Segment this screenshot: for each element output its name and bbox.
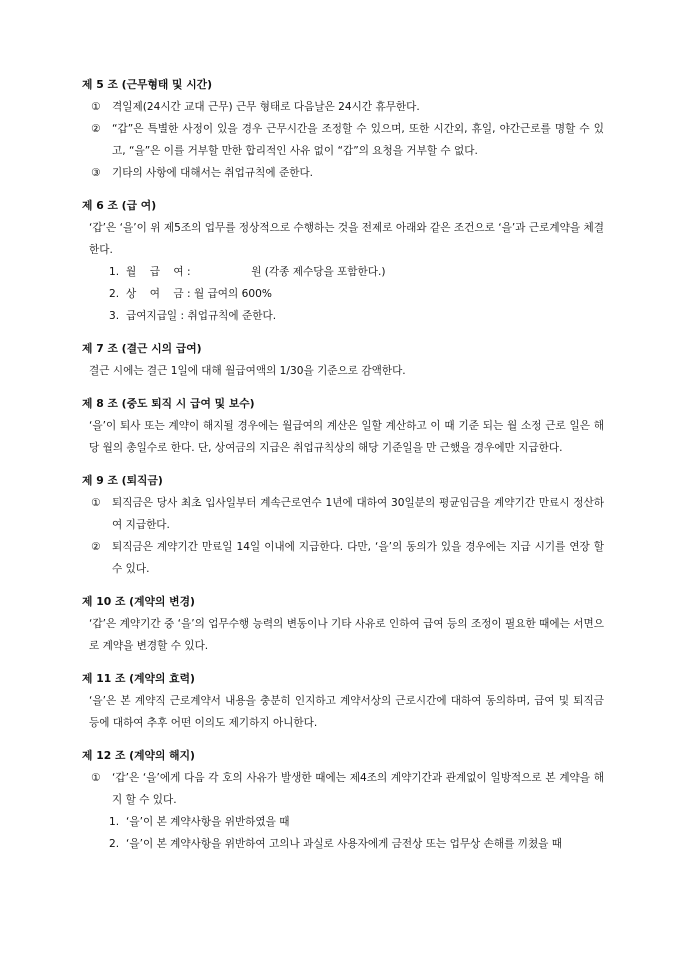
sub-item-number: 3. [109,310,120,322]
clause-item [82,118,604,162]
sub-item [82,833,604,855]
clause-text: 기타의 사항에 대해서는 취업규칙에 준한다. [112,167,314,179]
article-heading: 제 12 조 (계약의 해지) [82,749,195,762]
sub-item-text: ‘을’이 본 계약사항을 위반하여 고의나 과실로 사용자에게 금전상 또는 업무상 손해를 끼쳤을 때 [126,838,563,850]
sub-item-number: 1. [109,816,120,828]
article-heading: 제 11 조 (계약의 효력) [82,672,195,685]
clause-number: ① [91,772,101,784]
sub-item-number: 2. [109,288,120,300]
clause-text: “갑”은 특별한 사정이 있을 경우 근무시간을 조정할 수 있으며, 또한 시간외, 휴일, 야간근로를 명할 수 있고, “을”은 이를 거부할 만한 합리적인 사유 없이 “갑”의 요청을 거부할 수 없다. [112,123,604,157]
article-10 [82,591,604,657]
clause-number: ③ [91,167,101,179]
article-11 [82,668,604,734]
clause-item [82,162,604,184]
contract-body [82,74,604,866]
clause-item [82,536,604,580]
clause-text: 퇴직금은 당사 최초 입사일부터 계속근로연수 1년에 대하여 30일분의 평균임금을 계약기간 만료시 정산하여 지급한다. [112,497,604,531]
sub-item [82,305,604,327]
clause-number: ② [91,123,101,135]
sub-item-text: ‘을’이 본 계약사항을 위반하였을 때 [126,816,290,828]
clause-number: ① [91,497,101,509]
article-paragraph: ‘갑’은 계약기간 중 ‘을’의 업무수행 능력의 변동이나 기타 사유로 인하여 급여 등의 조정이 필요한 때에는 서면으로 계약을 변경할 수 있다. [89,618,604,652]
clause-number: ① [91,101,101,113]
article-heading: 제 10 조 (계약의 변경) [82,595,195,608]
article-9 [82,470,604,580]
article-paragraph: ‘을’이 퇴사 또는 계약이 해지될 경우에는 월급여의 계산은 일할 계산하고 이 때 기준 되는 월 소정 근로 일은 해당 월의 총일수로 한다. 단, 상여금의 지급은 취업규칙상의 해당 기준일을 만 근했을 경우에만 지급한다. [89,420,604,454]
clause-number: ② [91,541,101,553]
article-6 [82,195,604,327]
clause-text: 격일제(24시간 교대 근무) 근무 형태로 다음날은 24시간 휴무한다. [112,101,420,113]
sub-item-text: 월 급 여 : 원 (각종 제수당을 포함한다.) [126,266,386,278]
article-heading: 제 9 조 (퇴직금) [82,474,163,487]
sub-item [82,811,604,833]
article-heading: 제 6 조 (급 여) [82,199,157,212]
sub-item-text: 급여지급일 : 취업규칙에 준한다. [126,310,277,322]
article-heading: 제 8 조 (중도 퇴직 시 급여 및 보수) [82,397,255,410]
article-heading: 제 7 조 (결근 시의 급여) [82,342,202,355]
article-heading: 제 5 조 (근무형태 및 시간) [82,78,213,91]
article-7 [82,338,604,382]
clause-text: ‘갑’은 ‘을’에게 다음 각 호의 사유가 발생한 때에는 제4조의 계약기간과 관계없이 일방적으로 본 계약을 해지 할 수 있다. [112,772,604,806]
clause-text: 퇴직금은 계약기간 만료일 14일 이내에 지급한다. 다만, ‘을’의 동의가 있을 경우에는 지급 시기를 연장 할 수 있다. [112,541,604,575]
sub-item [82,261,604,283]
article-paragraph: ‘을’은 본 계약직 근로계약서 내용을 충분히 인지하고 계약서상의 근로시간에 대하여 동의하며, 급여 및 퇴직금 등에 대하여 추후 어떤 이의도 제기하지 아니한다. [89,695,604,729]
article-12 [82,745,604,855]
article-paragraph: 결근 시에는 결근 1일에 대해 월급여액의 1/30을 기준으로 감액한다. [89,365,406,377]
sub-item-number: 1. [109,266,120,278]
article-paragraph: ‘갑’은 ‘을’이 위 제5조의 업무를 정상적으로 수행하는 것을 전제로 아래와 같은 조건으로 ‘을’과 근로계약을 체결한다. [89,222,604,256]
clause-item [82,767,604,811]
clause-item [82,96,604,118]
sub-item-text: 상 여 금 : 월 급여의 600% [126,288,272,300]
article-8 [82,393,604,459]
article-5 [82,74,604,184]
clause-item [82,492,604,536]
sub-item [82,283,604,305]
sub-item-number: 2. [109,838,120,850]
